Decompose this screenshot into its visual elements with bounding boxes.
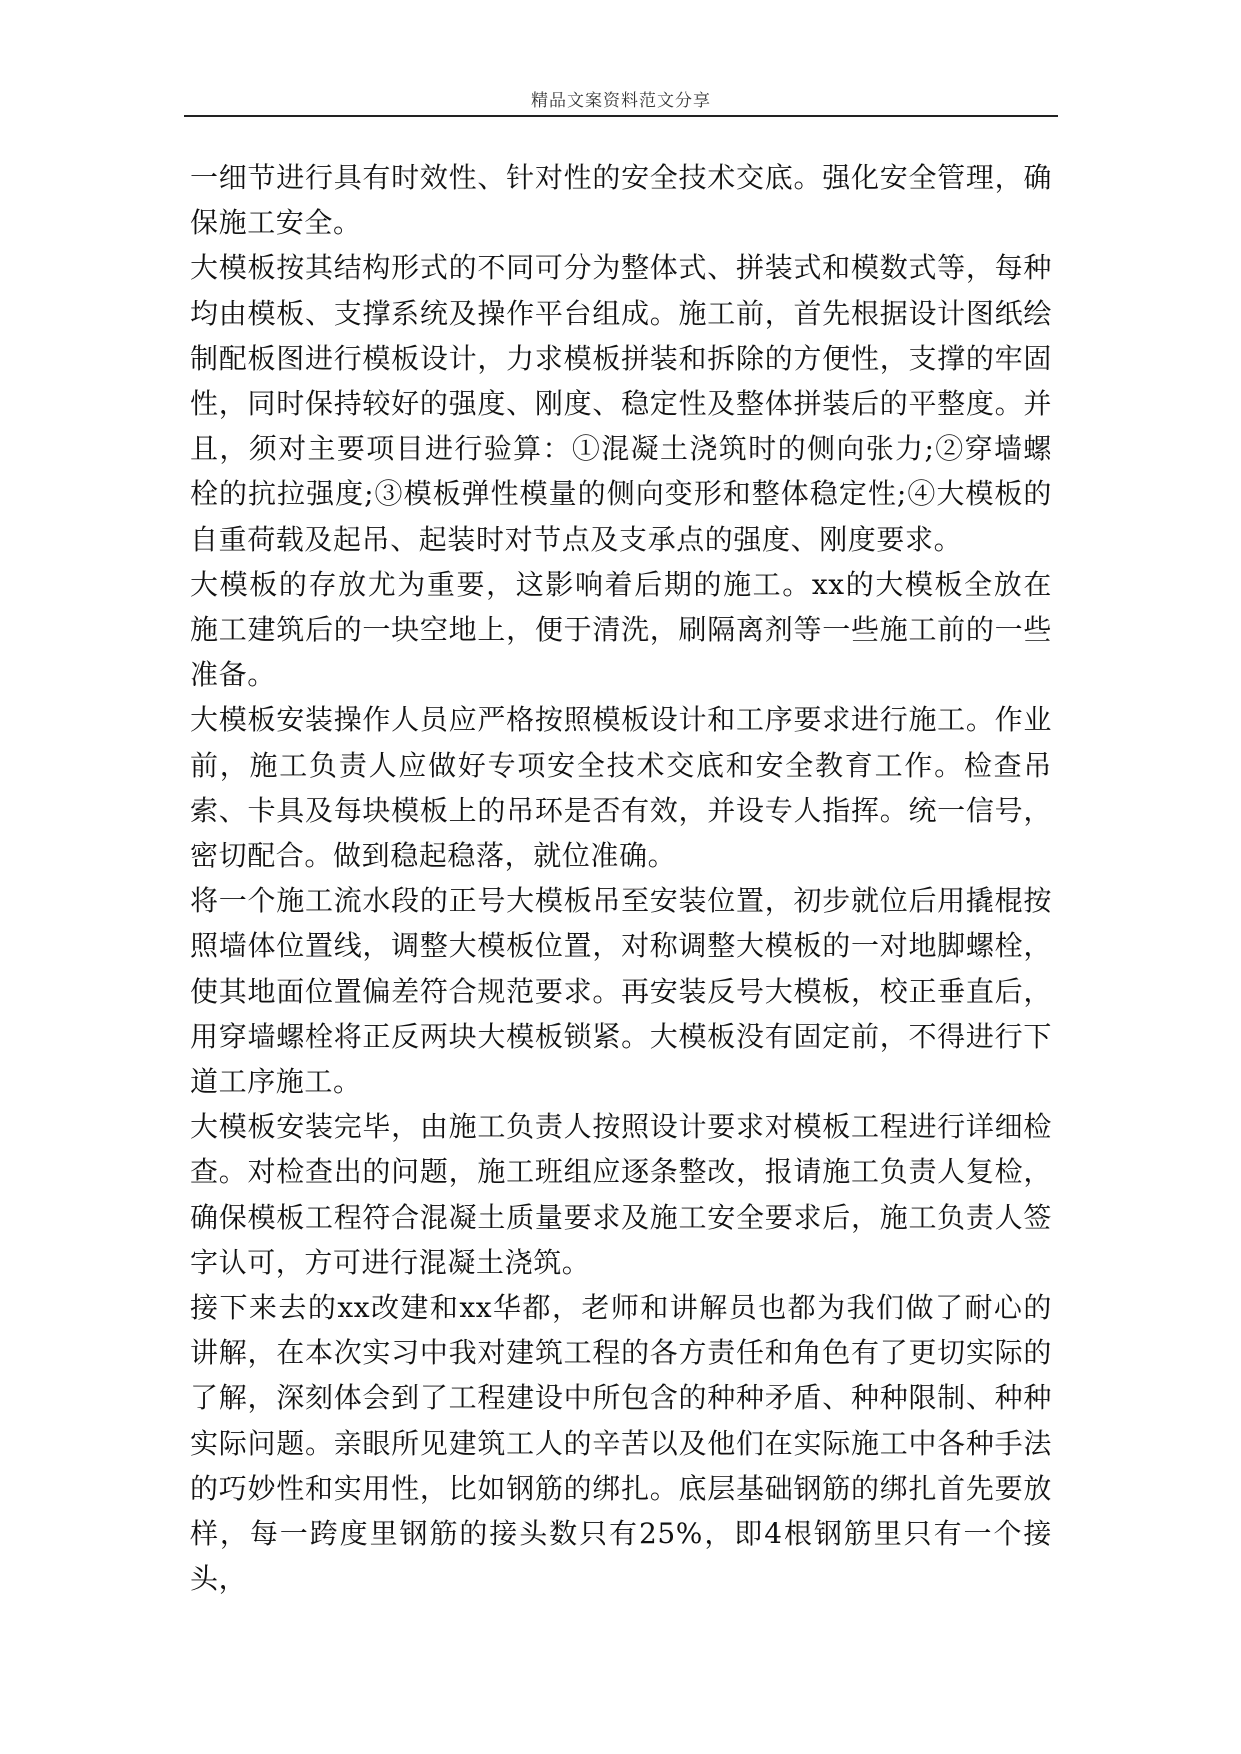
header-divider [184,115,1058,117]
paragraph: 将一个施工流水段的正号大模板吊至安装位置，初步就位后用撬棍按照墙体位置线，调整大模板位置，对称调整大模板的一对地脚螺栓，使其地面位置偏差符合规范要求。再安装反号大模板，校正垂直后，用穿墙螺栓将正反两块大模板锁紧。大模板没有固定前，不得进行下道工序施工。 [190,884,1052,1099]
paragraph: 一细节进行具有时效性、针对性的安全技术交底。强化安全管理，确保施工安全。 [190,161,1052,240]
page-header: 精品文案资料范文分享 [531,91,711,111]
paragraph: 大模板安装完毕，由施工负责人按照设计要求对模板工程进行详细检查。对检查出的问题，施工班组应逐条整改，报请施工负责人复检，确保模板工程符合混凝土质量要求及施工安全要求后，施工负责人签字认可，方可进行混凝土浇筑。 [190,1110,1052,1279]
document-body [190,155,1052,1602]
paragraph: 接下来去的xx改建和xx华都，老师和讲解员也都为我们做了耐心的讲解，在本次实习中我对建筑工程的各方责任和角色有了更切实际的了解，深刻体会到了工程建设中所包含的种种矛盾、种种限制、种种实际问题。亲眼所见建筑工人的辛苦以及他们在实际施工中各种手法的巧妙性和实用性，比如钢筋的绑扎。底层基础钢筋的绑扎首先要放样，每一跨度里钢筋的接头数只有25%，即4根钢筋里只有一个接头， [190,1291,1052,1596]
paragraph: 大模板安装操作人员应严格按照模板设计和工序要求进行施工。作业前，施工负责人应做好专项安全技术交底和安全教育工作。检查吊索、卡具及每块模板上的吊环是否有效，并设专人指挥。统一信号，密切配合。做到稳起稳落，就位准确。 [190,703,1052,873]
paragraph: 大模板的存放尤为重要，这影响着后期的施工。xx的大模板全放在施工建筑后的一块空地上，便于清洗，刷隔离剂等一些施工前的一些准备。 [190,567,1052,692]
paragraph: 大模板按其结构形式的不同可分为整体式、拼装式和模数式等，每种均由模板、支撑系统及操作平台组成。施工前，首先根据设计图纸绘制配板图进行模板设计，力求模板拼装和拆除的方便性，支撑的牢固性，同时保持较好的强度、刚度、稳定性及整体拼装后的平整度。并且，须对主要项目进行验算：①混凝土浇筑时的侧向张力;②穿墙螺栓的抗拉强度;③模板弹性模量的侧向变形和整体稳定性;④大模板的自重荷载及起吊、起装时对节点及支承点的强度、刚度要求。 [190,251,1052,556]
